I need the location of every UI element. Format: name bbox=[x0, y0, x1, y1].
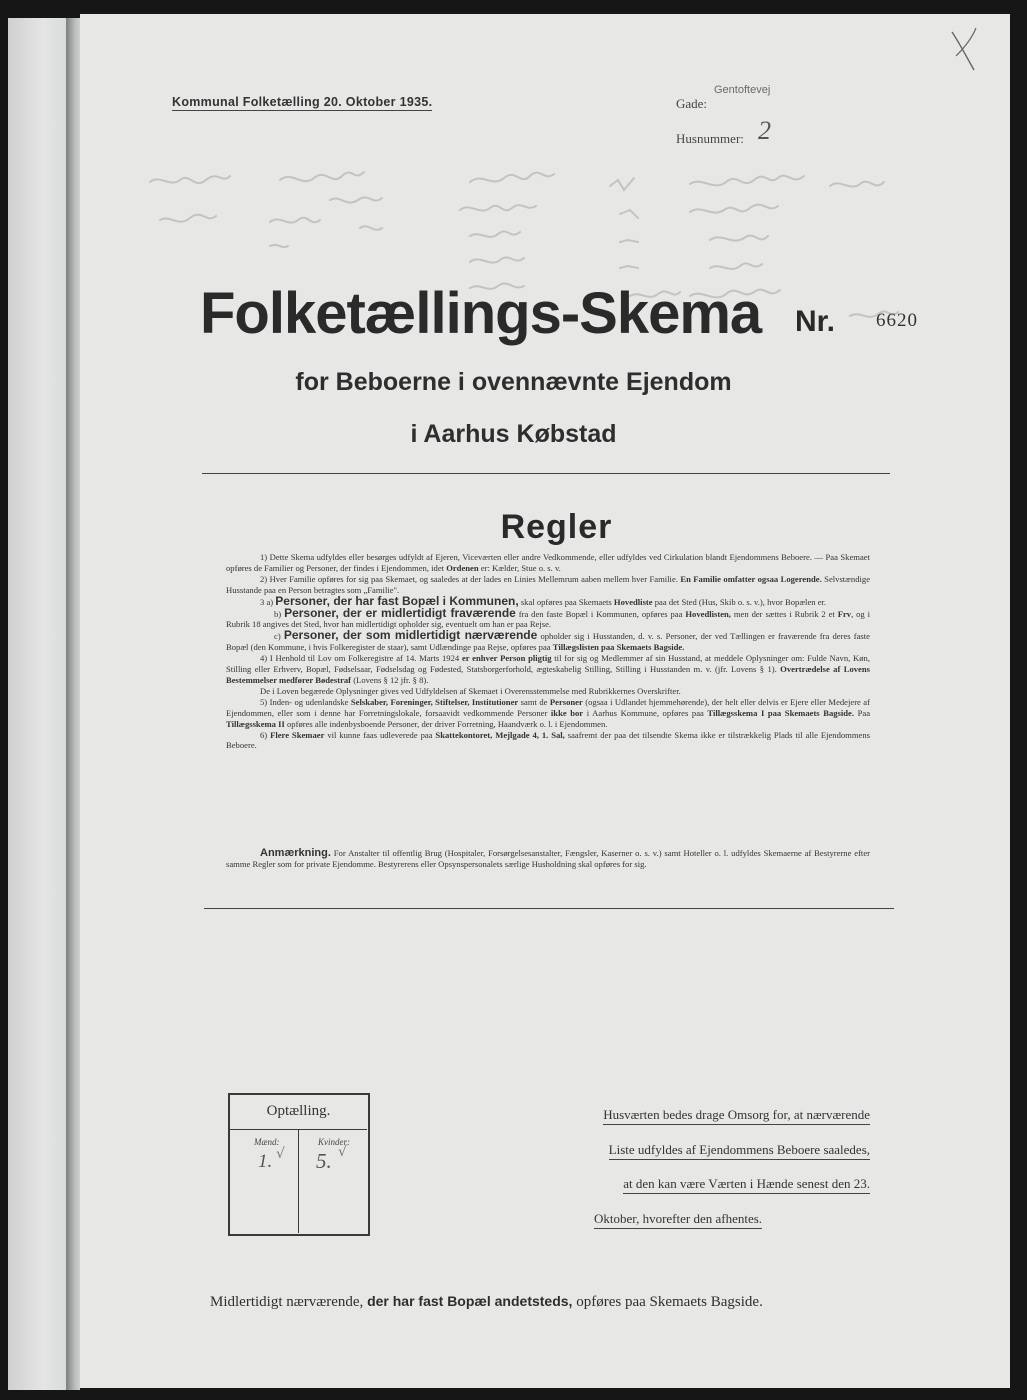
women-label: Kvinder: bbox=[318, 1137, 350, 1147]
street-label: Gade: bbox=[676, 96, 708, 111]
rule-3c: c) Personer, der som midlertidigt nærværende opholder sig i Husstanden, d. v. s. Personer, der ved Tællingen er fraværende fra deres faste Bopæl (den Kommune, i hvis Folkeregister de staar), samt Udlændinge paa Rejse, opføres paa Tillægslisten paa Skemaets Bagside. bbox=[226, 628, 870, 653]
check-mark-icon: √ bbox=[276, 1146, 285, 1162]
subtitle-town: i Aarhus Købstad bbox=[410, 420, 617, 448]
house-number-value: 2 bbox=[758, 116, 771, 145]
binding-spine bbox=[66, 18, 80, 1390]
men-label: Mænd: bbox=[254, 1137, 280, 1147]
tally-title: Optælling. bbox=[266, 1103, 331, 1119]
note-text: For Anstalter til offentlig Brug (Hospitaler, Forsørgelsesanstalter, Fængsler, Kaserner o. s. v.) samt Hoteller o. l. udfyldes Skemaerne af Bestyrerne efter samme Regler som for private Ejendomme. Bestyrerens eller Opsynspersonalets særlige Husholdning skal opføres for sig. bbox=[226, 848, 870, 869]
tally-box bbox=[228, 1093, 370, 1236]
note-label: Anmærkning. bbox=[260, 847, 331, 859]
rule-6: 6) Flere Skemaer vil kunne faas udleverede paa Skattekontoret, Mejlgade 4, 1. Sal, saafremt der paa det tilsendte Skema ikke er tilstrækkelig Plads til alle Ejendommens Beboere. bbox=[226, 729, 871, 751]
notice-line-4: Oktober, hvorefter den afhentes. bbox=[594, 1211, 762, 1229]
rule-2: 2) Hver Familie opføres for sig paa Skemaet, og saaledes at der lades en Linies Mellemrum aaben mellem hver Familie. En Familie omfatter ogsaa Logerende. Selvstændige Husstande paa en Person betragtes som „Familie". bbox=[226, 573, 871, 595]
rules-body bbox=[226, 552, 870, 751]
women-count: 5. bbox=[316, 1149, 332, 1173]
landlord-notice bbox=[534, 1098, 870, 1236]
divider-bottom bbox=[204, 908, 894, 909]
rule-4b: De i Loven begærede Oplysninger gives ved Udfyldelsen af Skemaet i Overensstemmelse med Rubrikkernes Overskrifter. bbox=[260, 685, 681, 696]
rule-4: 4) I Henhold til Lov om Folkeregistre af 14. Marts 1924 er enhver Person pligtig til for sig og Medlemmer af sin Husstand, at meddele Oplysninger om: Fulde Navn, Køn, Stilling eller Erhverv, Bopæl, Fødselsaar, Fødselsdag og Fødested, Statsborgerforhold, ægteskabelig Stilling, Stilling i Husstanden m. v. (jfr. Lovens § 1). Overtrædelse af Lovens Bestemmelser medfører Bødestraf (Lovens § 12 jfr. § 8). bbox=[226, 653, 870, 685]
number-label: Nr. bbox=[795, 305, 836, 338]
house-number-label: Husnummer: bbox=[676, 131, 744, 146]
previous-page-edge bbox=[8, 18, 74, 1390]
divider-top bbox=[202, 473, 890, 474]
rule-3b: b) Personer, der er midlertidigt fraværende fra den faste Bopæl i Kommunen, opføres paa Hovedlisten, men der sættes i Rubrik 2 et Frv, og i Rubrik 18 angives det Sted, hvor han midlertidigt opholder sig, eventuelt om han er paa Rejse. bbox=[226, 605, 871, 630]
notice-line-1: Husværten bedes drage Omsorg for, at nærværende bbox=[603, 1107, 870, 1125]
form-title: Folketællings-Skema bbox=[200, 281, 762, 346]
rule-5: 5) Inden- og udenlandske Selskaber, Foreninger, Stiftelser, Institutioner samt de Personer (ogsaa i Udlandet hjemmehørende), der helt eller delvis er Ejere eller Medejere af Ejendommen, eller som i denne har Forretningslokale, forsaavidt vedkommende Personer ikke bor i Aarhus Kommune, opføres paa Tillægsskema I paa Skemaets Bagside. Paa Tillægsskema II opføres alle indenbysboende Personer, der driver Forretning, Haandværk o. l. i Ejendommen. bbox=[226, 696, 871, 729]
rule-3a: 3 a) Personer, der har fast Bopæl i Kommunen, skal opføres paa Skemaets Hovedliste paa det Sted (Hus, Skib o. s. v.), hvor Bopælen er. bbox=[260, 593, 827, 608]
notice-line-3: at den kan være Værten i Hænde senest den 23. bbox=[623, 1176, 870, 1194]
pencil-corner-mark bbox=[946, 24, 986, 74]
note-paragraph bbox=[226, 848, 870, 870]
schema-number-stamp: 6620 bbox=[876, 310, 918, 331]
census-header-line: Kommunal Folketælling 20. Oktober 1935. bbox=[172, 95, 433, 109]
rule-1: 1) Dette Skema udfyldes eller besørges udfyldt af Ejeren, Viceværten eller andre Vedkommende, eller udfyldes ved Cirkulation blandt Ejendommens Beboere. — Paa Skemaet opføres de Familier og Personer, der findes i Ejendommen, idet Ordenen er: Kælder, Stue o. s. v. bbox=[226, 552, 870, 573]
men-count: 1. bbox=[258, 1151, 273, 1172]
footer-instruction: Midlertidigt nærværende, der har fast Bopæl andetsteds, opføres paa Skemaets Bagside. bbox=[210, 1293, 763, 1310]
notice-line-2: Liste udfyldes af Ejendommens Beboere saaledes, bbox=[609, 1142, 870, 1160]
subtitle-residents: for Beboerne i ovennævnte Ejendom bbox=[295, 368, 732, 396]
rules-heading: Regler bbox=[500, 508, 613, 546]
street-value: Gentoftevej bbox=[714, 84, 771, 96]
tally-column-divider bbox=[298, 1129, 299, 1233]
check-mark-icon: √ bbox=[338, 1144, 347, 1160]
